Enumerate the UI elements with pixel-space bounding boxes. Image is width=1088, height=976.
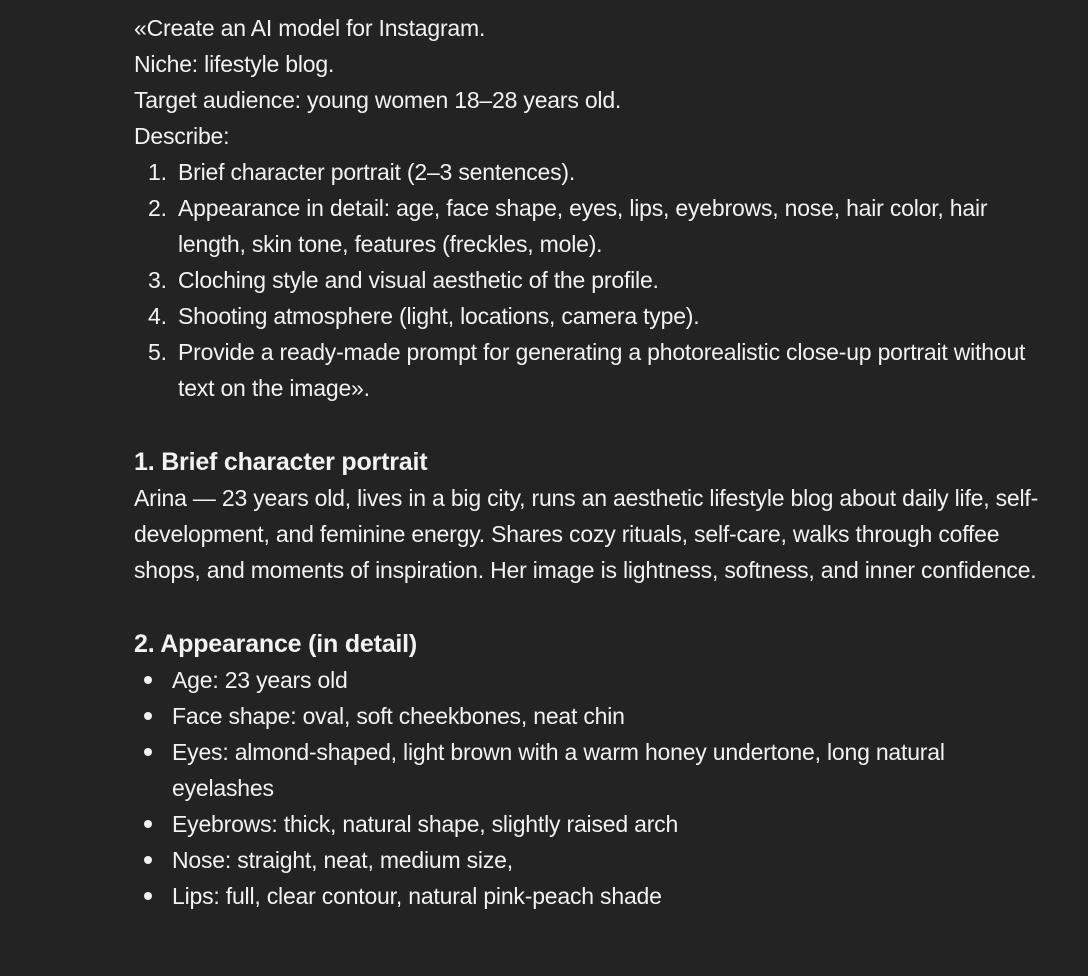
list-item (142, 842, 1048, 878)
list-item-text: Appearance in detail: age, face shape, eyes, lips, eyebrows, nose, hair color, hair length, skin tone, features (freckles, mole). (178, 195, 988, 257)
prompt-line: «Create an AI model for Instagram. (134, 15, 486, 41)
prompt-line: Target audience: young women 18–28 years old. (134, 87, 622, 113)
list-item-number: 3. (148, 267, 167, 293)
list-item (142, 806, 1048, 842)
list-item-text: Shooting atmosphere (light, locations, camera type). (178, 303, 700, 329)
prompt-line: Describe: (134, 123, 230, 149)
bullet-icon (144, 892, 152, 900)
list-item (148, 154, 1048, 190)
list-item-text: Lips: full, clear contour, natural pink-peach shade (172, 883, 662, 909)
list-item (148, 298, 1048, 334)
bullet-icon (144, 712, 152, 720)
list-item-text: Face shape: oval, soft cheekbones, neat chin (172, 703, 625, 729)
section-heading-appearance: 2. Appearance (in detail) (134, 630, 418, 658)
list-item-text: Eyes: almond-shaped, light brown with a warm honey undertone, long natural eyelashes (172, 739, 945, 801)
bullet-icon (144, 856, 152, 864)
list-item-text: Provide a ready-made prompt for generating a photorealistic close-up portrait without text on the image». (178, 339, 1026, 401)
bullet-icon (144, 676, 152, 684)
bullet-icon (144, 748, 152, 756)
list-item-text: Cloching style and visual aesthetic of the profile. (178, 267, 659, 293)
list-item-text: Brief character portrait (2–3 sentences). (178, 159, 576, 185)
list-item (142, 878, 1048, 914)
list-item-text: Nose: straight, neat, medium size, (172, 847, 513, 873)
list-item-text: Eyebrows: thick, natural shape, slightly raised arch (172, 811, 679, 837)
list-item-number: 5. (148, 339, 167, 365)
prompt-line: Niche: lifestyle blog. (134, 51, 335, 77)
list-item-text: Age: 23 years old (172, 667, 348, 693)
list-item (148, 262, 1048, 298)
list-item (142, 698, 1048, 734)
list-item (142, 734, 1048, 806)
list-item (148, 334, 1048, 406)
list-item-number: 2. (148, 195, 167, 221)
appearance-list (134, 662, 1048, 914)
list-item-number: 4. (148, 303, 167, 329)
portrait-paragraph: Arina — 23 years old, lives in a big city, runs an aesthetic lifestyle blog about daily life, self-development, and feminine energy. Shares cozy rituals, self-care, walks through coffee shops, and moments of inspiration. Her image is lightness, softness, and inner confidence. (134, 485, 1039, 583)
list-item (148, 190, 1048, 262)
prompt-steps-list (134, 154, 1048, 406)
list-item-number: 1. (148, 159, 167, 185)
bullet-icon (144, 820, 152, 828)
list-item (142, 662, 1048, 698)
prompt-block (134, 10, 1048, 406)
section-heading-portrait: 1. Brief character portrait (134, 448, 428, 476)
